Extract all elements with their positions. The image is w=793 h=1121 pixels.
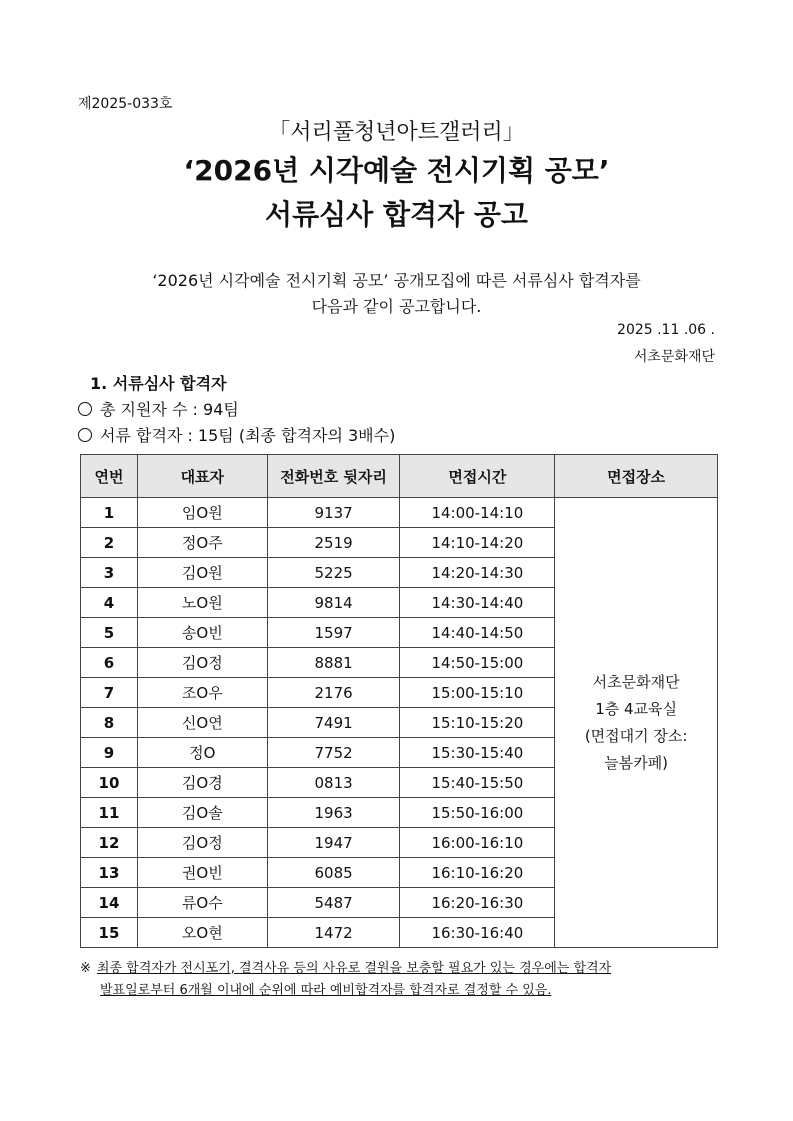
cell-time: 14:20-14:30 — [400, 558, 555, 588]
cell-name: 정O주 — [137, 528, 267, 558]
cell-time: 14:50-15:00 — [400, 648, 555, 678]
cell-time: 16:30-16:40 — [400, 918, 555, 948]
note-line-2: 발표일로부터 6개월 이내에 순위에 따라 예비합격자를 합격자로 결정할 수 있음. — [100, 983, 552, 998]
passed-count-item — [78, 423, 395, 446]
cell-no: 13 — [81, 858, 138, 888]
cell-phone: 7752 — [267, 738, 400, 768]
header-phone: 전화번호 뒷자리 — [267, 455, 400, 498]
applicants-count-text: 총 지원자 수 : 94팀 — [100, 400, 239, 419]
cell-time: 15:10-15:20 — [400, 708, 555, 738]
venue-line: 늘봄카페) — [604, 753, 669, 772]
cell-no: 14 — [81, 888, 138, 918]
cell-no: 6 — [81, 648, 138, 678]
applicants-count-item — [78, 397, 239, 420]
cell-time: 16:00-16:10 — [400, 828, 555, 858]
cell-phone: 9814 — [267, 588, 400, 618]
cell-name: 정O — [137, 738, 267, 768]
cell-phone: 8881 — [267, 648, 400, 678]
cell-phone: 5487 — [267, 888, 400, 918]
issuing-organization: 서초문화재단 — [633, 349, 715, 365]
title-announcement: 서류심사 합격자 공고 — [265, 198, 528, 231]
cell-no: 10 — [81, 768, 138, 798]
cell-time: 14:00-14:10 — [400, 498, 555, 528]
cell-phone: 5225 — [267, 558, 400, 588]
cell-time: 14:30-14:40 — [400, 588, 555, 618]
title-gallery-name: 「서리풀청년아트갤러리」 — [268, 120, 525, 145]
cell-name: 류O수 — [137, 888, 267, 918]
circle-bullet-icon — [78, 428, 92, 442]
cell-venue — [555, 498, 718, 948]
cell-phone: 1472 — [267, 918, 400, 948]
cell-phone: 9137 — [267, 498, 400, 528]
cell-time: 16:10-16:20 — [400, 858, 555, 888]
cell-time: 15:00-15:10 — [400, 678, 555, 708]
table-header-row — [81, 455, 718, 498]
cell-phone: 7491 — [267, 708, 400, 738]
cell-no: 9 — [81, 738, 138, 768]
cell-time: 14:10-14:20 — [400, 528, 555, 558]
cell-time: 14:40-14:50 — [400, 618, 555, 648]
header-name: 대표자 — [137, 455, 267, 498]
cell-phone: 0813 — [267, 768, 400, 798]
cell-no: 1 — [81, 498, 138, 528]
header-venue: 면접장소 — [555, 455, 718, 498]
venue-line: 1층 4교육실 — [595, 699, 678, 718]
cell-no: 8 — [81, 708, 138, 738]
title-program: ‘2026년 시각예술 전시기획 공모’ — [183, 154, 610, 187]
passed-count-text: 서류 합격자 : 15팀 (최종 합격자의 3배수) — [100, 426, 396, 445]
cell-no: 15 — [81, 918, 138, 948]
cell-name: 노O원 — [137, 588, 267, 618]
cell-name: 조O우 — [137, 678, 267, 708]
cell-name: 송O빈 — [137, 618, 267, 648]
cell-phone: 2176 — [267, 678, 400, 708]
header-time: 면접시간 — [400, 455, 555, 498]
cell-name: 김O원 — [137, 558, 267, 588]
cell-phone: 1963 — [267, 798, 400, 828]
cell-name: 임O원 — [137, 498, 267, 528]
cell-no: 7 — [81, 678, 138, 708]
intro-paragraph — [0, 268, 793, 320]
cell-name: 김O솔 — [137, 798, 267, 828]
cell-name: 김O정 — [137, 828, 267, 858]
cell-time: 15:40-15:50 — [400, 768, 555, 798]
cell-no: 11 — [81, 798, 138, 828]
footnote — [80, 958, 720, 1002]
announcement-date: 2025 .11 .06 . — [617, 322, 715, 338]
cell-name: 신O연 — [137, 708, 267, 738]
cell-phone: 6085 — [267, 858, 400, 888]
cell-no: 5 — [81, 618, 138, 648]
cell-no: 12 — [81, 828, 138, 858]
note-mark: ※ — [80, 961, 91, 976]
cell-name: 김O정 — [137, 648, 267, 678]
cell-phone: 1597 — [267, 618, 400, 648]
cell-no: 4 — [81, 588, 138, 618]
table-row — [81, 498, 718, 528]
cell-time: 16:20-16:30 — [400, 888, 555, 918]
cell-name: 오O현 — [137, 918, 267, 948]
cell-phone: 1947 — [267, 828, 400, 858]
venue-line: 서초문화재단 — [592, 672, 680, 691]
cell-name: 김O경 — [137, 768, 267, 798]
cell-phone: 2519 — [267, 528, 400, 558]
cell-name: 권O빈 — [137, 858, 267, 888]
circle-bullet-icon — [78, 402, 92, 416]
document-number: 제2025-033호 — [78, 96, 173, 112]
cell-time: 15:50-16:00 — [400, 798, 555, 828]
results-table — [80, 454, 718, 948]
header-no: 연번 — [81, 455, 138, 498]
cell-no: 3 — [81, 558, 138, 588]
intro-line-1: ‘2026년 시각예술 전시기획 공모’ 공개모집에 따른 서류심사 합격자를 — [152, 271, 641, 290]
venue-line: (면접대기 장소: — [584, 726, 688, 745]
section-title: 1. 서류심사 합격자 — [90, 374, 227, 393]
intro-line-2: 다음과 같이 공고합니다. — [311, 297, 482, 316]
cell-time: 15:30-15:40 — [400, 738, 555, 768]
cell-no: 2 — [81, 528, 138, 558]
note-line-1: 최종 합격자가 전시포기, 결격사유 등의 사유로 결원을 보충할 필요가 있는 경우에는 합격자 — [96, 961, 612, 976]
